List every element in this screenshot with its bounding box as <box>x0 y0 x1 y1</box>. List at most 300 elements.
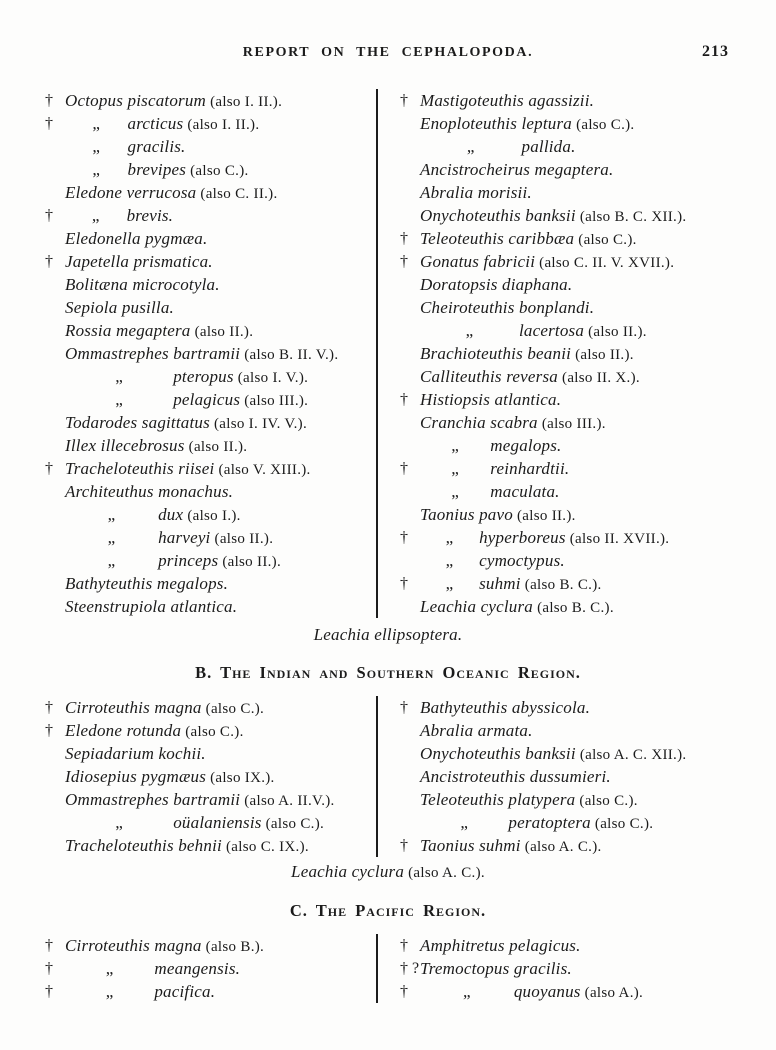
species-text: piscatorum <box>127 91 207 110</box>
ditto-wrap <box>65 135 128 158</box>
species-name <box>65 388 308 411</box>
ditto-wrap <box>420 319 519 342</box>
species-name <box>420 742 686 765</box>
species-entry <box>400 526 760 549</box>
genus-text: Sepiadarium <box>65 744 159 763</box>
species-name <box>420 365 640 388</box>
dagger-marker <box>400 595 420 618</box>
ditto-wrap <box>65 503 158 526</box>
species-text: banksii <box>525 744 576 763</box>
species-name <box>65 503 241 526</box>
dagger-marker <box>400 296 420 319</box>
species-entry <box>45 112 376 135</box>
genus-text: Ancistrocheirus <box>420 160 535 179</box>
centered-species-entry <box>0 623 776 646</box>
species-name <box>65 250 213 273</box>
ditto-wrap <box>420 526 479 549</box>
species-name <box>420 342 634 365</box>
species-name <box>420 250 674 273</box>
species-name <box>420 89 594 112</box>
species-name <box>420 572 602 595</box>
species-entry <box>45 788 376 811</box>
ditto-mark: „ <box>463 982 471 1001</box>
genus-text: Teleoteuthis <box>420 229 509 248</box>
dagger-marker: † <box>45 460 53 477</box>
genus-text: Leachia <box>291 862 352 881</box>
species-name <box>420 319 647 342</box>
species-text: pacifica. <box>154 982 216 1001</box>
species-text: sagittatus <box>141 413 210 432</box>
genus-text: Ommastrephes <box>65 790 174 809</box>
genus-text: Leachia <box>313 625 375 644</box>
region-ref: (also I. II.). <box>206 94 283 110</box>
ditto-mark: „ <box>92 160 101 179</box>
species-text: rotunda <box>126 721 182 740</box>
dagger-marker: † <box>45 699 53 716</box>
region-ref: (also C.). <box>590 816 654 832</box>
dagger-marker <box>45 296 65 319</box>
region-ref: (also III.). <box>240 393 309 409</box>
species-text: morisii. <box>477 183 532 202</box>
species-name <box>65 788 335 811</box>
species-entry <box>400 204 760 227</box>
species-name <box>420 503 576 526</box>
ditto-wrap <box>420 135 522 158</box>
dagger-marker <box>400 503 420 526</box>
region-ref: (also B. II. V.). <box>240 347 339 363</box>
ditto-mark: „ <box>107 528 116 547</box>
species-entry <box>45 980 376 1003</box>
dagger-marker <box>45 273 65 296</box>
species-name <box>65 834 309 857</box>
ditto-mark: „ <box>92 137 101 156</box>
species-text: quoyanus <box>513 982 581 1001</box>
dagger-marker <box>400 480 420 503</box>
dagger-marker <box>45 834 65 857</box>
region-ref: (also A. C. XII.). <box>575 747 687 763</box>
ditto-mark: „ <box>92 114 101 133</box>
genus-text: Eledone <box>65 721 127 740</box>
ditto-mark: „ <box>445 551 454 570</box>
genus-text: Cheiroteuthis <box>420 298 519 317</box>
genus-text: Bathyteuthis <box>420 698 512 717</box>
species-text: agassizii. <box>528 91 595 110</box>
left-column <box>0 696 376 857</box>
species-text: megaptera <box>116 321 191 340</box>
dagger-marker: † <box>400 92 408 109</box>
species-name <box>65 957 240 980</box>
species-entry <box>45 434 376 457</box>
dagger-marker <box>400 765 420 788</box>
dagger-marker <box>400 719 420 742</box>
region-ref: (also II.). <box>584 324 647 340</box>
two-column-species-list <box>0 696 776 857</box>
species-name <box>420 480 560 503</box>
species-text: atlantica. <box>494 390 562 409</box>
dagger-marker <box>400 411 420 434</box>
dagger-marker <box>45 181 65 204</box>
species-name <box>65 434 247 457</box>
species-entry <box>45 204 376 227</box>
species-entry <box>45 503 376 526</box>
dagger-marker: † <box>45 722 53 739</box>
genus-text: Ommastrephes <box>65 344 174 363</box>
dagger-marker <box>400 181 420 204</box>
genus-text: Bolitæna <box>65 275 133 294</box>
dagger-marker <box>45 788 65 811</box>
species-entry <box>45 742 376 765</box>
region-ref: (also B. C. XII.). <box>575 209 687 225</box>
ditto-wrap <box>65 365 173 388</box>
species-text: cyclura <box>351 862 405 881</box>
region-ref: (also A. II.V.). <box>240 793 335 809</box>
dagger-marker: † <box>400 983 408 1000</box>
species-text: illecebrosus <box>100 436 185 455</box>
species-name <box>65 765 275 788</box>
species-text: ellipsoptera. <box>374 625 463 644</box>
species-name <box>65 296 174 319</box>
species-entry <box>45 595 376 618</box>
ditto-mark: „ <box>105 959 114 978</box>
ditto-wrap <box>420 980 514 1003</box>
species-entry <box>45 572 376 595</box>
genus-text: Architeuthus <box>65 482 159 501</box>
dagger-marker <box>45 365 65 388</box>
region-ref: (also II.). <box>218 554 282 570</box>
region-ref: (also B. C.). <box>533 600 614 616</box>
region-ref: (also C.). <box>261 816 325 832</box>
species-name <box>65 89 282 112</box>
species-text: magna <box>154 698 202 717</box>
species-entry <box>400 319 760 342</box>
genus-text: Onychoteuthis <box>420 206 526 225</box>
dagger-marker: † <box>400 699 408 716</box>
section-a-north-atlantic-list <box>0 89 776 646</box>
dagger-marker <box>45 595 65 618</box>
species-entry <box>400 227 760 250</box>
species-text: dussumieri. <box>529 767 611 786</box>
species-entry <box>45 411 376 434</box>
region-ref: (also C.). <box>181 724 244 740</box>
region-ref: (also V. XIII.). <box>214 462 311 478</box>
region-ref: (also II.). <box>512 508 576 524</box>
region-ref: (also II.). <box>571 347 634 363</box>
region-ref: (also I.). <box>183 508 241 524</box>
ditto-mark: „ <box>107 551 116 570</box>
region-ref: (also C. II.). <box>196 186 278 202</box>
species-entry <box>400 811 760 834</box>
species-name <box>65 696 264 719</box>
species-text: fabricii <box>483 252 536 271</box>
species-text: monachus. <box>158 482 234 501</box>
species-entry <box>400 934 760 957</box>
dagger-marker <box>45 135 65 158</box>
species-entry <box>45 181 376 204</box>
species-text: pelagicus. <box>509 936 581 955</box>
region-ref: (also A. C.). <box>520 839 602 855</box>
species-text: reinhardtii. <box>490 459 570 478</box>
species-entry <box>45 158 376 181</box>
species-name <box>420 811 653 834</box>
species-entry <box>400 158 760 181</box>
dagger-marker: † <box>400 230 408 247</box>
species-entry <box>45 365 376 388</box>
region-ref: (also C.). <box>186 163 249 179</box>
genus-text: Tracheloteuthis <box>65 459 179 478</box>
species-text: princeps <box>158 551 219 570</box>
species-text: pelagicus <box>173 390 241 409</box>
species-text: prismatica. <box>133 252 213 271</box>
region-ref: (also C.). <box>201 701 265 717</box>
species-entry <box>45 811 376 834</box>
species-name <box>420 181 532 204</box>
species-text: abyssicola. <box>511 698 591 717</box>
species-name <box>65 158 249 181</box>
ditto-wrap <box>65 112 128 135</box>
species-text: pallida. <box>521 137 576 156</box>
ditto-wrap <box>65 811 173 834</box>
species-text: megalops. <box>490 436 562 455</box>
dagger-marker <box>45 388 65 411</box>
species-entry <box>400 273 760 296</box>
two-column-species-list <box>0 89 776 618</box>
region-ref: (also IX.). <box>206 770 275 786</box>
species-entry <box>400 365 760 388</box>
ditto-wrap <box>65 388 173 411</box>
species-name <box>65 549 281 572</box>
species-entry <box>400 342 760 365</box>
species-text: bonplandi. <box>518 298 595 317</box>
page-number: 213 <box>702 43 729 60</box>
dagger-marker <box>400 273 420 296</box>
species-text: brevipes <box>127 160 187 179</box>
species-name <box>65 319 253 342</box>
dagger-marker: † ? <box>400 960 420 977</box>
species-text: bartramii <box>173 790 241 809</box>
ditto-mark: „ <box>445 574 454 593</box>
dagger-marker <box>45 742 65 765</box>
dagger-marker <box>45 480 65 503</box>
species-text: pteropus <box>173 367 234 386</box>
section-b-indian-southern-oceanic <box>0 661 776 883</box>
species-text: suhmi <box>479 836 521 855</box>
species-name <box>65 204 173 227</box>
region-ref: (also II. XVII.). <box>565 531 670 547</box>
ditto-mark: „ <box>91 206 100 225</box>
ditto-mark: „ <box>466 137 475 156</box>
dagger-marker: † <box>45 207 53 224</box>
dagger-marker <box>45 411 65 434</box>
species-entry <box>400 742 760 765</box>
species-name <box>65 572 228 595</box>
species-text: meangensis. <box>154 959 241 978</box>
region-ref: (also C. IX.). <box>221 839 309 855</box>
genus-text: Cranchia <box>420 413 491 432</box>
ditto-wrap <box>65 204 127 227</box>
genus-text: Octopus <box>65 91 128 110</box>
genus-text: Cirroteuthis <box>65 698 155 717</box>
ditto-mark: „ <box>107 505 116 524</box>
species-entry <box>400 112 760 135</box>
right-column <box>378 934 776 1003</box>
species-entry <box>45 319 376 342</box>
section-c-heading: C. The Pacific Region. <box>289 901 487 920</box>
dagger-marker <box>400 788 420 811</box>
dagger-marker: † <box>400 575 408 592</box>
species-name <box>65 181 278 204</box>
species-text: peratoptera <box>508 813 591 832</box>
species-entry <box>291 860 485 883</box>
dagger-marker <box>400 742 420 765</box>
dagger-marker: † <box>400 837 408 854</box>
species-entry <box>400 980 760 1003</box>
region-ref: (also I. IV. V.). <box>209 416 307 432</box>
species-text: atlantica. <box>170 597 238 616</box>
species-entry <box>400 765 760 788</box>
genus-text: Mastigoteuthis <box>420 91 529 110</box>
species-name <box>420 834 602 857</box>
ditto-wrap <box>65 526 158 549</box>
genus-text: Abralia <box>420 721 478 740</box>
genus-text: Gonatus <box>420 252 484 271</box>
species-name <box>420 719 533 742</box>
genus-text: Idiosepius <box>65 767 142 786</box>
species-entry <box>400 834 760 857</box>
dagger-marker <box>45 503 65 526</box>
region-ref: (also C.). <box>575 793 638 809</box>
species-entry <box>400 135 760 158</box>
species-name <box>420 112 634 135</box>
species-text: megalops. <box>156 574 229 593</box>
species-entry <box>45 549 376 572</box>
species-text: brevis. <box>126 206 174 225</box>
dagger-marker: † <box>400 529 408 546</box>
species-name <box>65 526 273 549</box>
dagger-marker <box>45 319 65 342</box>
genus-text: Sepiola <box>65 298 122 317</box>
species-entry <box>400 181 760 204</box>
genus-text: Illex <box>65 436 101 455</box>
ditto-wrap <box>65 549 158 572</box>
species-name <box>314 623 463 646</box>
species-name <box>420 934 581 957</box>
species-text: cymoctypus. <box>479 551 565 570</box>
dagger-marker: † <box>400 937 408 954</box>
region-ref: (also II.). <box>210 531 274 547</box>
dagger-marker <box>45 549 65 572</box>
species-text: gracilis. <box>513 959 572 978</box>
species-name <box>420 158 613 181</box>
species-entry <box>400 296 760 319</box>
ditto-mark: „ <box>451 459 460 478</box>
species-entry <box>314 623 463 646</box>
species-text: megaptera. <box>534 160 614 179</box>
genus-text: Enoploteuthis <box>420 114 522 133</box>
species-entry <box>400 788 760 811</box>
species-text: diaphana. <box>502 275 573 294</box>
species-name <box>65 980 215 1003</box>
species-name <box>420 457 569 480</box>
dagger-marker <box>400 204 420 227</box>
species-entry <box>45 342 376 365</box>
species-entry <box>45 135 376 158</box>
species-name <box>65 411 307 434</box>
species-name <box>65 135 186 158</box>
ditto-wrap <box>420 572 479 595</box>
species-name <box>65 742 206 765</box>
species-text: banksii <box>525 206 576 225</box>
species-entry <box>45 457 376 480</box>
species-name <box>65 457 311 480</box>
left-column <box>0 934 376 1003</box>
genus-text: Bathyteuthis <box>65 574 157 593</box>
species-name <box>420 765 611 788</box>
genus-text: Teleoteuthis <box>420 790 509 809</box>
genus-text: Rossia <box>65 321 116 340</box>
species-name <box>420 526 669 549</box>
species-name <box>420 227 637 250</box>
ditto-wrap <box>65 158 128 181</box>
species-entry <box>400 250 760 273</box>
species-entry <box>45 934 376 957</box>
species-name <box>65 112 259 135</box>
dagger-marker <box>45 227 65 250</box>
ditto-wrap <box>65 980 154 1003</box>
species-entry <box>400 503 760 526</box>
species-entry <box>45 480 376 503</box>
species-text: riisei <box>178 459 215 478</box>
ditto-mark: „ <box>451 436 460 455</box>
species-name <box>420 788 638 811</box>
genus-text: Onychoteuthis <box>420 744 526 763</box>
species-text: reversa <box>506 367 558 386</box>
region-ref: (also C.). <box>574 232 637 248</box>
ditto-wrap <box>420 480 490 503</box>
species-text: suhmi <box>479 574 521 593</box>
region-ref: (also B. C.). <box>520 577 602 593</box>
species-text: verrucosa <box>126 183 197 202</box>
genus-text: Tremoctopus <box>420 959 514 978</box>
species-name <box>420 434 562 457</box>
dagger-marker: † <box>45 960 53 977</box>
region-ref: (also A.). <box>580 985 644 1001</box>
region-ref: (also I. II.). <box>183 117 260 133</box>
dagger-marker <box>400 319 420 342</box>
species-entry <box>45 388 376 411</box>
species-entry <box>400 572 760 595</box>
species-entry <box>45 526 376 549</box>
genus-text: Eledonella <box>65 229 146 248</box>
species-entry <box>400 957 760 980</box>
species-name <box>420 957 572 980</box>
species-text: hyperboreus <box>479 528 566 547</box>
ditto-mark: „ <box>115 390 123 409</box>
species-entry <box>400 696 760 719</box>
genus-text: Doratopsis <box>420 275 503 294</box>
species-text: bartramii <box>173 344 241 363</box>
species-name <box>420 388 561 411</box>
ditto-wrap <box>420 811 508 834</box>
ditto-mark: „ <box>460 813 469 832</box>
left-column <box>0 89 376 618</box>
section-b-heading: B. The Indian and Southern Oceanic Region. <box>195 663 581 682</box>
species-name <box>65 719 244 742</box>
species-text: maculata. <box>490 482 560 501</box>
species-text: gracilis. <box>127 137 186 156</box>
species-entry <box>45 765 376 788</box>
genus-text: Histiopsis <box>420 390 495 409</box>
dagger-marker <box>45 342 65 365</box>
